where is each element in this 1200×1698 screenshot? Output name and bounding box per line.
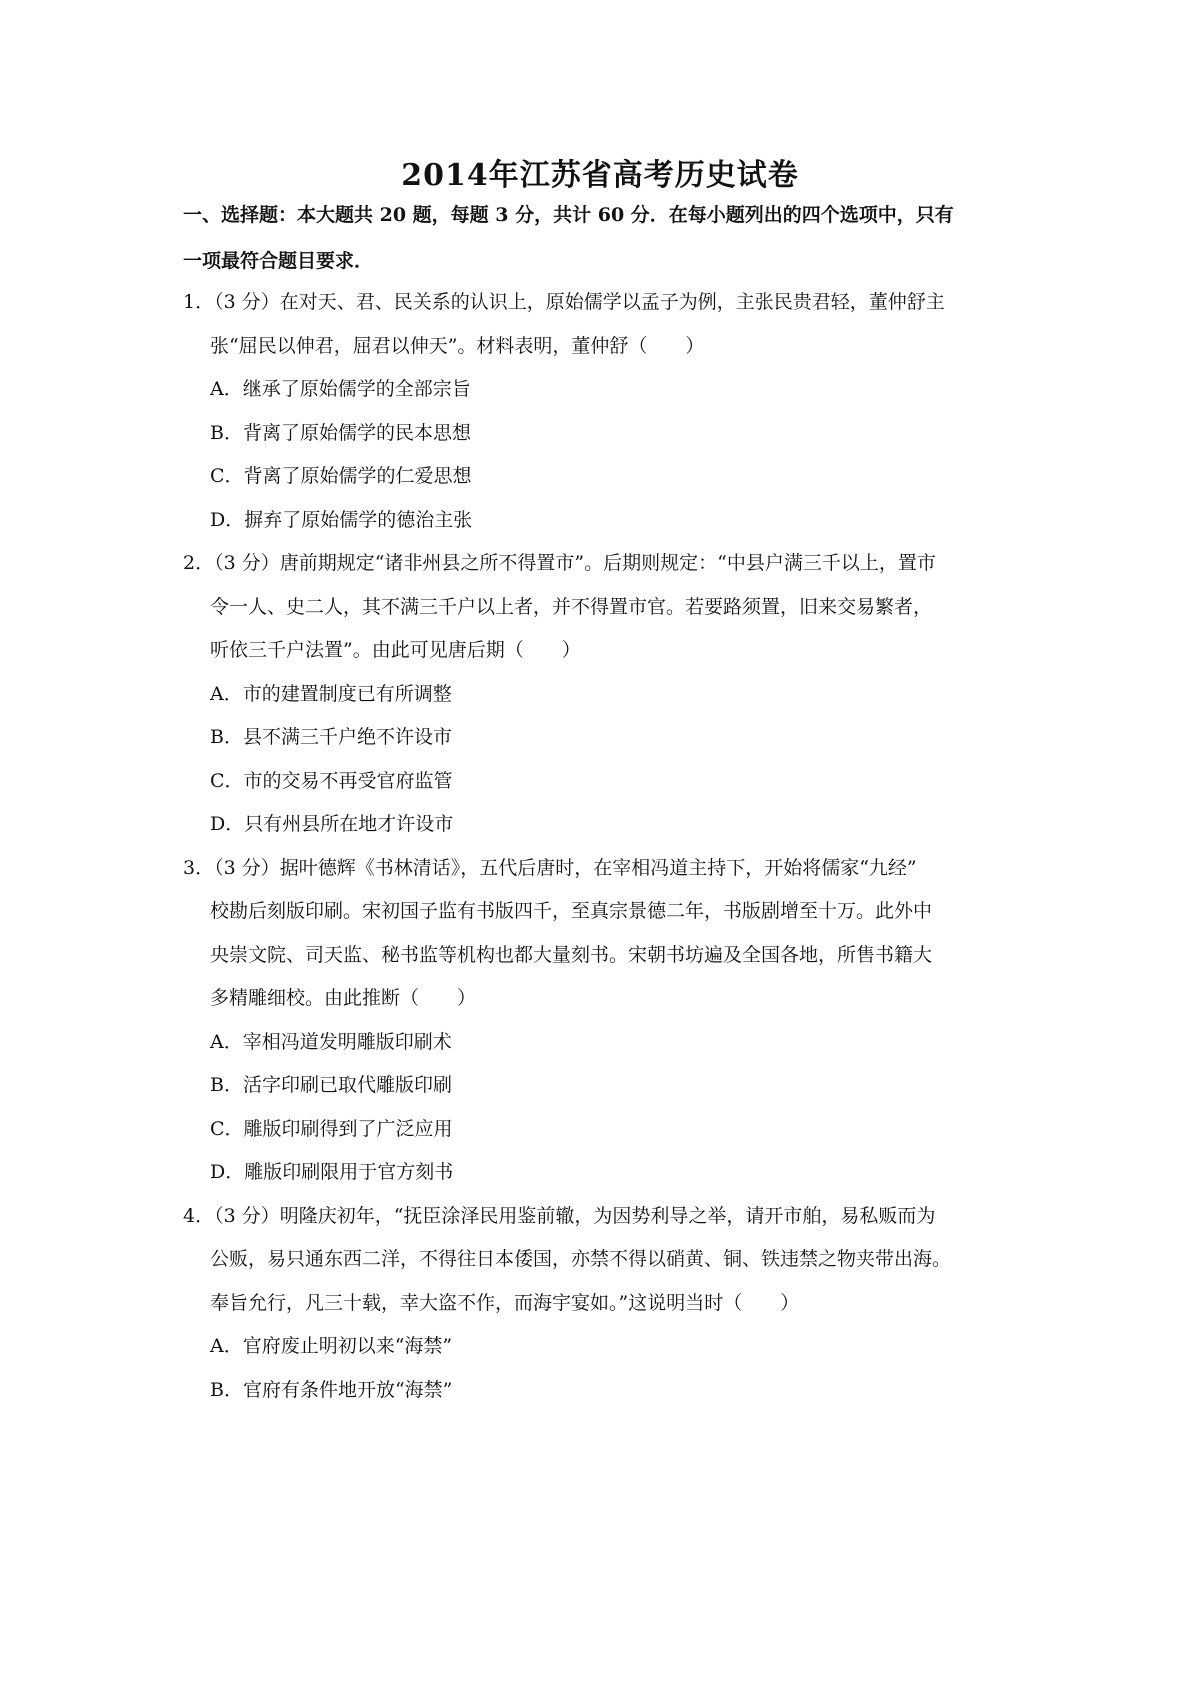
question-1-stem-line-1: 1．（3 分）在对天、君、民关系的认识上，原始儒学以孟子为例，主张民贵君轻，董仲舒主 (183, 291, 945, 313)
question-4-stem-line-2: 公贩，易只通东西二洋，不得往日本倭国，亦禁不得以硝黄、铜、铁违禁之物夹带出海。 (210, 1248, 952, 1270)
section-heading-line-1: 一、选择题：本大题共 20 题，每题 3 分，共计 60 分．在每小题列出的四个选项中，只有 (183, 204, 954, 226)
question-1-option-b[interactable]: B．背离了原始儒学的民本思想 (210, 422, 471, 444)
question-3-stem-line-4: 多精雕细校。由此推断（ ） (210, 987, 477, 1009)
question-3-option-a[interactable]: A．宰相冯道发明雕版印刷术 (210, 1031, 452, 1053)
question-4-option-a[interactable]: A．官府废止明初以来“海禁” (210, 1335, 453, 1357)
question-2-stem-line-2: 令一人、史二人，其不满三千户以上者，并不得置市官。若要路须置，旧来交易繁者， (210, 596, 933, 618)
question-4-option-b[interactable]: B．官府有条件地开放“海禁” (210, 1379, 453, 1401)
section-heading-line-2: 一项最符合题目要求． (183, 250, 374, 272)
question-2-stem-line-3: 听依三千户法置”。由此可见唐后期（ ） (210, 639, 581, 661)
question-2-option-b[interactable]: B．县不满三千户绝不许设市 (210, 726, 452, 748)
exam-title: 2014年江苏省高考历史试卷 (401, 158, 799, 193)
question-1-option-c[interactable]: C．背离了原始儒学的仁爱思想 (210, 465, 472, 487)
question-3-stem-line-3: 央崇文院、司天监、秘书监等机构也都大量刻书。宋朝书坊遍及全国各地，所售书籍大 (210, 944, 933, 966)
question-3-option-d[interactable]: D．雕版印刷限用于官方刻书 (210, 1161, 454, 1183)
question-4-stem-line-3: 奉旨允行，凡三十载，幸大盗不作，而海宇宴如。”这说明当时（ ） (210, 1292, 800, 1314)
question-2-option-d[interactable]: D．只有州县所在地才许设市 (210, 813, 454, 835)
question-1-option-a[interactable]: A．继承了原始儒学的全部宗旨 (210, 378, 471, 400)
question-3-option-b[interactable]: B．活字印刷已取代雕版印刷 (210, 1074, 452, 1096)
question-2-option-c[interactable]: C．市的交易不再受官府监管 (210, 770, 453, 792)
question-4-stem-line-1: 4．（3 分）明隆庆初年，“抚臣涂泽民用鉴前辙，为因势利导之举，请开市舶，易私贩而为 (183, 1205, 936, 1227)
question-2-stem-line-1: 2．（3 分）唐前期规定“诸非州县之所不得置市”。后期则规定：“中县户满三千以上，置市 (183, 552, 936, 574)
question-3-stem-line-1: 3．（3 分）据叶德辉《书林清话》，五代后唐时，在宰相冯道主持下，开始将儒家“九经” (183, 857, 917, 879)
question-1-option-d[interactable]: D．摒弃了原始儒学的德治主张 (210, 509, 473, 531)
question-1-stem-line-2: 张“屈民以伸君，屈君以伸天”。材料表明，董仲舒（ ） (210, 335, 705, 357)
question-3-stem-line-2: 校勘后刻版印刷。宋初国子监有书版四千，至真宗景德二年，书版剧增至十万。此外中 (210, 900, 933, 922)
question-3-option-c[interactable]: C．雕版印刷得到了广泛应用 (210, 1118, 453, 1140)
question-2-option-a[interactable]: A．市的建置制度已有所调整 (210, 683, 452, 705)
